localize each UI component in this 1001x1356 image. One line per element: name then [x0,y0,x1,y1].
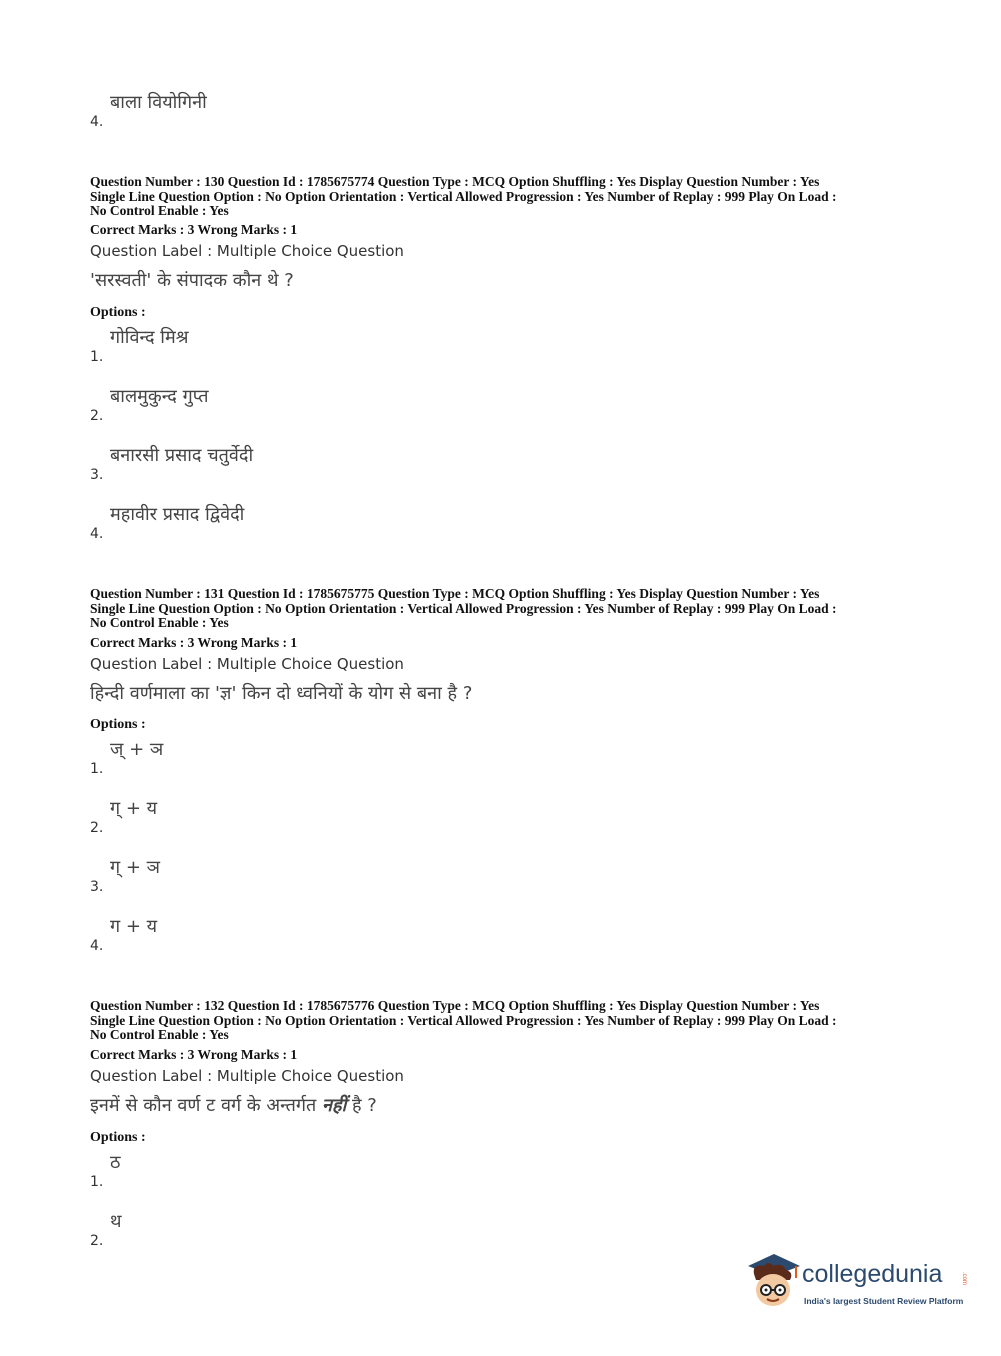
option-number: 1. [90,349,104,365]
meta-line: Single Line Question Option : No Option Orientation : Vertical Allowed Progression : Yes Number of Replay : 999 Play On Load : [90,188,837,204]
option-number: 3. [90,467,104,483]
logo-suffix: .com [961,1272,967,1286]
options-label: Options : [90,717,146,732]
option-text: बनारसी प्रसाद चतुर्वेदी [110,445,254,466]
marks-line: Correct Marks : 3 Wrong Marks : 1 [90,222,298,237]
option-number: 4. [90,114,104,130]
question-text: 'सरस्वती' के संपादक कौन थे ? [90,270,294,291]
question-meta [90,999,920,1043]
meta-line: Question Number : 131 Question Id : 1785675775 Question Type : MCQ Option Shuffling : Yes Display Question Number : Yes [90,586,820,601]
meta-line: No Control Enable : Yes [90,1027,229,1042]
option-number: 4. [90,938,104,954]
meta-line: No Control Enable : Yes [90,203,229,218]
option-text: बाला वियोगिनी [110,92,207,113]
option-text: ज् + ञ [110,739,164,760]
option-number: 2. [90,820,104,836]
logo-wordmark: collegedunia [802,1260,943,1288]
question-label: Question Label : Multiple Choice Question [90,655,404,673]
options-label: Options : [90,1130,146,1145]
question-text-emphasis: नहीं [322,1095,347,1116]
option-number: 2. [90,408,104,424]
question-meta [90,175,920,219]
options-label: Options : [90,305,146,320]
question-meta [90,587,920,631]
option-text: ग् + य [110,798,158,819]
meta-line: Question Number : 130 Question Id : 1785675774 Question Type : MCQ Option Shuffling : Yes Display Question Number : Yes [90,174,820,189]
meta-line: Single Line Question Option : No Option Orientation : Vertical Allowed Progression : Yes Number of Replay : 999 Play On Load : [90,600,837,616]
meta-line: Single Line Question Option : No Option Orientation : Vertical Allowed Progression : Yes Number of Replay : 999 Play On Load : [90,1012,837,1028]
option-text: बालमुकुन्द गुप्त [110,386,209,407]
option-text: ग् + ञ [110,857,161,878]
question-text-after: है ? [346,1095,377,1116]
meta-line: Question Number : 132 Question Id : 1785675776 Question Type : MCQ Option Shuffling : Yes Display Question Number : Yes [90,998,820,1013]
meta-line: No Control Enable : Yes [90,615,229,630]
option-text: ग + य [110,916,158,937]
question-label: Question Label : Multiple Choice Question [90,242,404,260]
question-text-before: इनमें से कौन वर्ण ट वर्ग के अन्तर्गत [90,1095,323,1116]
option-text: ठ [110,1152,121,1173]
option-text: महावीर प्रसाद द्विवेदी [110,504,245,525]
question-label: Question Label : Multiple Choice Question [90,1067,404,1085]
option-number: 4. [90,526,104,542]
option-number: 2. [90,1233,104,1249]
mascot-icon [744,1252,802,1312]
option-text: थ [110,1211,122,1232]
marks-line: Correct Marks : 3 Wrong Marks : 1 [90,1047,298,1062]
question-text: हिन्दी वर्णमाला का 'ज्ञ' किन दो ध्वनियों के योग से बना है ? [90,683,473,704]
collegedunia-logo[interactable] [744,1252,974,1312]
option-number: 1. [90,761,104,777]
option-text: गोविन्द मिश्र [110,327,189,348]
question-text [90,1093,377,1117]
marks-line: Correct Marks : 3 Wrong Marks : 1 [90,635,298,650]
logo-tagline: India's largest Student Review Platform [804,1296,964,1306]
option-number: 1. [90,1174,104,1190]
option-number: 3. [90,879,104,895]
